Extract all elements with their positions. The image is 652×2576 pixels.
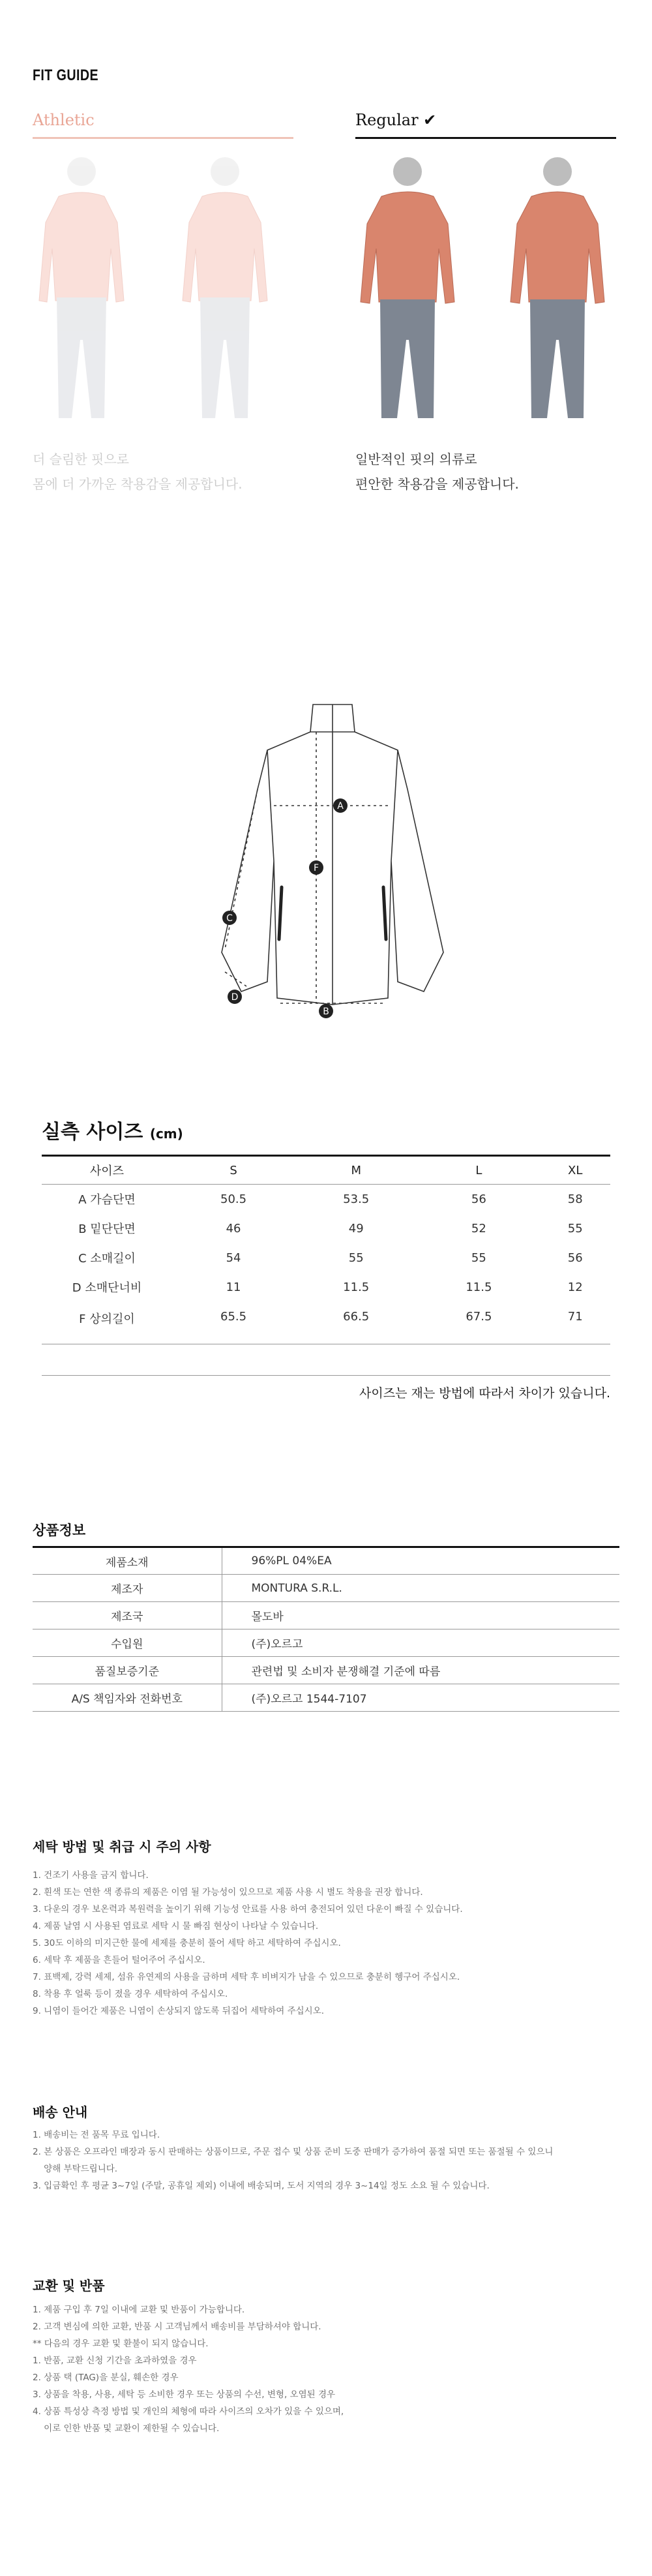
size-cell: 11.5 [343,1280,370,1294]
athletic-back-figure [176,151,274,425]
size-cell: 49 [348,1221,364,1235]
size-cell: 54 [226,1250,241,1265]
exchange-title: 교환 및 반품 [33,2278,105,2294]
list-item: 6. 세탁 후 제품을 흔들어 털어주어 주십시오. [33,1955,205,1965]
fit-guide-title: FIT GUIDE [33,67,99,84]
list-item: 8. 착용 후 얼룩 등이 졌을 경우 세탁하여 주십시오. [33,1989,228,1999]
size-table [42,1155,610,1344]
size-cell: 11.5 [466,1280,492,1294]
list-item: 3. 입금확인 후 평균 3~7일 (주말, 공휴일 제외) 이내에 배송되며, 도서 지역의 경우 3~14일 정도 소요 될 수 있습니다. [33,2181,490,2191]
table-row [33,1575,619,1602]
fit-regular-desc-line: 편안한 착용감을 제공합니다. [355,476,519,492]
fit-athletic-figures [33,151,293,425]
table-row [42,1214,610,1243]
table-row [33,1657,619,1684]
fit-athletic-desc [33,447,293,496]
diagram-label-b: B [323,1007,329,1017]
size-cell: 56 [567,1250,583,1265]
list-item: 1. 배송비는 전 품목 무료 입니다. [33,2130,160,2140]
size-cell: A 가슴단면 [78,1193,136,1207]
list-item: 1. 제품 구입 후 7일 이내에 교환 및 반품이 가능합니다. [33,2305,245,2315]
info-key: A/S 책임자와 전화번호 [33,1684,222,1712]
info-value: 관련법 및 소비자 분쟁해결 기준에 따름 [222,1657,619,1684]
table-row [33,1547,619,1575]
washing-list [33,1867,619,2020]
list-item: 3. 상품을 착용, 사용, 세탁 등 소비한 경우 또는 상품의 수선, 변형, 오염된 경우 [33,2389,336,2400]
list-item: 2. 본 상품은 오프라인 매장과 동시 판매하는 상품이므로, 주문 접수 및 상품 준비 도중 판매가 증가하여 품절 되면 또는 품절될 수 있으니 [33,2147,554,2157]
diagram-label-f: F [313,863,319,873]
size-cell: 50.5 [220,1192,247,1206]
diagram-label-d: D [231,992,239,1003]
list-item: 양해 부탁드립니다. [33,2164,118,2174]
info-key: 수입원 [33,1629,222,1657]
regular-back-figure [505,151,610,425]
info-value: (주)오르고 1544-7107 [222,1684,619,1712]
size-header-row [42,1156,610,1185]
info-value: 몰도바 [222,1602,619,1629]
size-header: L [417,1156,540,1185]
info-key: 제조국 [33,1602,222,1629]
fit-athletic-desc-line: 몸에 더 가까운 착용감을 제공합니다. [33,476,243,492]
size-cell: 53.5 [343,1192,370,1206]
size-cell: 52 [471,1221,486,1235]
list-item: 2. 흰색 또는 연한 색 종류의 제품은 이염 될 가능성이 있으므로 제품 사용 시 별도 착용을 권장 합니다. [33,1887,423,1898]
list-item: 9. 니염이 들어간 제품은 니염이 손상되지 않도록 뒤집어 세탁하여 주십시오. [33,2006,325,2016]
size-cell: 67.5 [417,1302,540,1344]
size-header: M [295,1156,417,1185]
fit-athletic-label: Athletic [33,111,293,139]
list-item: 1. 건조기 사용을 금지 합니다. [33,1870,149,1881]
size-cell: 56 [471,1192,486,1206]
info-value: 96%PL 04%EA [222,1547,619,1575]
fit-regular-desc-line: 일반적인 핏의 의류로 [355,451,477,467]
size-cell: 11 [226,1280,241,1294]
fit-athletic-desc-line: 더 슬림한 핏으로 [33,451,129,467]
table-row [33,1629,619,1657]
size-cell: F 상의길이 [42,1302,172,1344]
list-item: 1. 반품, 교환 신청 기간을 초과하였을 경우 [33,2356,197,2366]
fit-regular-desc [355,447,616,496]
athletic-front-figure [33,151,130,425]
info-key: 제조자 [33,1575,222,1602]
fit-regular-label: Regular ✔ [355,111,616,139]
info-key: 품질보증기준 [33,1657,222,1684]
list-item: 2. 고객 변심에 의한 교환, 반품 시 고객님께서 배송비를 부담하셔야 합니다. [33,2322,321,2332]
list-item: 4. 제품 날염 시 사용된 염료로 세탁 시 물 빠짐 현상이 나타날 수 있습니다. [33,1921,319,1932]
size-header: XL [540,1156,610,1185]
size-cell: C 소매길이 [78,1252,136,1265]
size-cell: 55 [471,1250,486,1265]
table-row [42,1185,610,1214]
size-title-text: 실측 사이즈 [42,1121,143,1144]
product-info-table [33,1546,619,1712]
regular-front-figure [355,151,460,425]
table-row [33,1684,619,1712]
diagram-label-a: A [337,801,344,811]
table-row [33,1602,619,1629]
diagram-label-c: C [226,913,233,924]
list-item: 5. 30도 이하의 미지근한 물에 세제를 충분히 풀어 세탁 하고 세탁하여 주십시오. [33,1938,341,1948]
fit-regular [355,111,616,496]
list-item: 7. 표백제, 강력 세제, 섬유 유연제의 사용을 금하며 세탁 후 비벼지가 남을 수 있으므로 충분히 헹구어 주십시오. [33,1972,460,1982]
size-note: 사이즈는 재는 방법에 따라서 차이가 있습니다. [42,1375,610,1401]
size-cell: 55 [567,1221,583,1235]
size-unit: (cm) [149,1126,183,1142]
list-item: 3. 다운의 경우 보온력과 복원력을 높이기 위해 기능성 안료를 사용 하여 충전되어 있던 다운이 빠질 수 있습니다. [33,1904,463,1915]
table-row [42,1273,610,1302]
shipping-title: 배송 안내 [33,2104,88,2120]
list-item: 이로 인한 반품 및 교환이 제한될 수 있습니다. [33,2423,220,2434]
size-header: 사이즈 [42,1156,172,1185]
size-cell: 55 [348,1250,364,1265]
size-cell: D 소매단너비 [72,1281,142,1295]
product-info-title: 상품정보 [33,1523,86,1538]
info-value: (주)오르고 [222,1629,619,1657]
size-cell: 46 [226,1221,241,1235]
size-cell: 71 [540,1302,610,1344]
shipping-list [33,2127,619,2194]
size-header: S [172,1156,295,1185]
size-cell: 12 [567,1280,583,1294]
table-row [42,1302,610,1344]
list-item: 2. 상품 택 (TAG)을 분실, 훼손한 경우 [33,2372,179,2383]
size-cell: B 밑단단면 [78,1222,136,1236]
info-value: MONTURA S.R.L. [222,1575,619,1602]
fit-athletic [33,111,293,496]
list-item: 4. 상품 특성상 측정 방법 및 개인의 체형에 따라 사이즈의 오차가 있을 수 있으며, [33,2406,344,2417]
fit-regular-figures [355,151,616,425]
size-title [42,1115,183,1144]
washing-title: 세탁 방법 및 취급 시 주의 사항 [33,1839,211,1855]
size-cell: 66.5 [295,1302,417,1344]
info-key: 제품소재 [33,1547,222,1575]
list-item: ** 다음의 경우 교환 및 환불이 되지 않습니다. [33,2339,209,2349]
jacket-measurement-diagram [196,691,469,1031]
size-cell: 58 [567,1192,583,1206]
size-cell: 65.5 [172,1302,295,1344]
table-row [42,1243,610,1273]
exchange-list [33,2301,619,2437]
